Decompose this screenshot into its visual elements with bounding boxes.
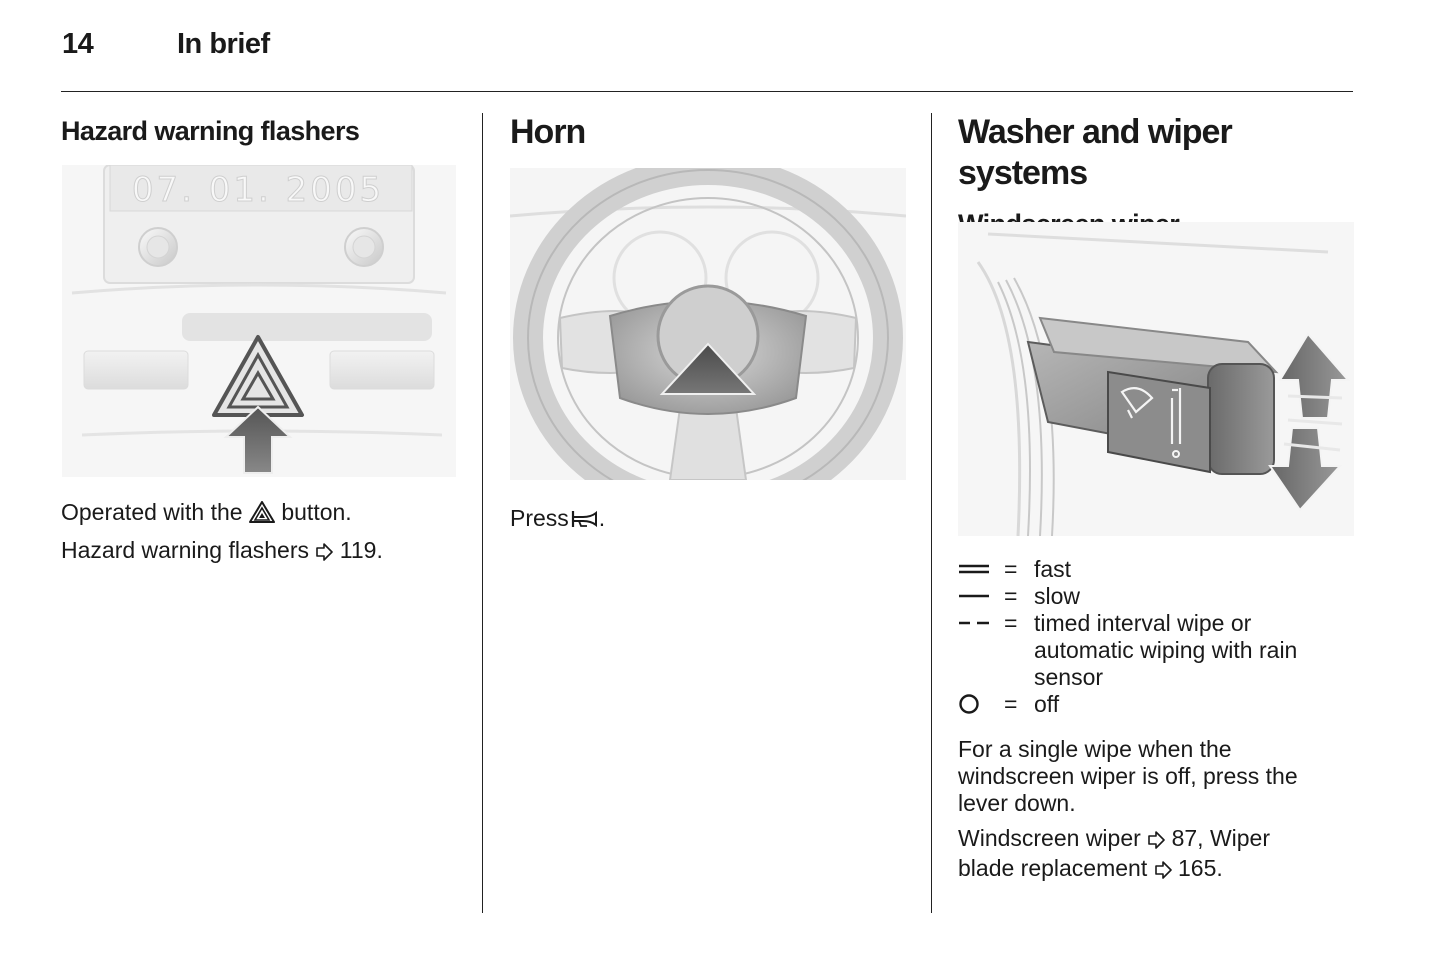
hazard-column <box>61 110 461 147</box>
horn-icon <box>569 508 599 535</box>
column-divider-2 <box>931 113 932 913</box>
horn-press-line <box>510 505 910 535</box>
circle-off-icon <box>958 691 992 724</box>
wiper-ref-page-1[interactable]: 87, Wiper <box>1171 825 1271 851</box>
wiper-text-block <box>958 736 1338 885</box>
single-wipe-paragraph: For a single wipe when the windscreen wiper is off, press the lever down. <box>958 736 1298 816</box>
wiper-column <box>958 110 1358 240</box>
column-divider-1 <box>482 113 483 913</box>
wiper-ref-page-2[interactable]: 165. <box>1178 855 1223 881</box>
reference-arrow-icon <box>1147 828 1165 855</box>
dashed-line-icon <box>958 610 992 643</box>
wiper-lever-illustration <box>958 222 1354 536</box>
hazard-operated-line <box>61 499 471 529</box>
reference-arrow-icon <box>315 540 333 567</box>
horn-press-label: Press <box>510 505 569 531</box>
hazard-triangle-icon <box>249 501 275 529</box>
hazard-text-block <box>61 499 471 567</box>
horn-heading: Horn <box>510 113 586 151</box>
header-rule <box>61 91 1353 92</box>
hazard-reference-line <box>61 537 471 567</box>
running-head: In brief <box>177 28 270 60</box>
horn-illustration <box>510 168 906 480</box>
hazard-illustration <box>62 165 456 477</box>
operated-suffix: button. <box>281 499 352 525</box>
legend-desc-off: off <box>1034 691 1060 717</box>
legend-eq: = <box>1004 556 1018 582</box>
wiper-ref-link-1[interactable]: Windscreen wiper <box>958 825 1141 851</box>
horn-period: . <box>598 505 606 531</box>
legend-eq: = <box>1004 691 1018 717</box>
legend-eq: = <box>1004 610 1018 636</box>
operated-prefix: Operated with the <box>61 499 243 525</box>
horn-column <box>510 110 910 153</box>
legend-desc-slow: slow <box>1034 583 1081 609</box>
hazard-ref-page[interactable]: 119. <box>339 537 383 563</box>
legend-eq: = <box>1004 583 1018 609</box>
reference-arrow-icon <box>1154 858 1172 885</box>
wiper-legend <box>958 556 1358 726</box>
wiper-ref-link-2[interactable]: blade replacement <box>958 855 1148 881</box>
horn-text-block <box>510 505 910 535</box>
wiper-reference-line <box>958 825 1338 885</box>
legend-desc-fast: fast <box>1034 556 1072 582</box>
hazard-ref-link[interactable]: Hazard warning flashers <box>61 537 310 563</box>
wiper-heading: Washer and wiper systems <box>958 113 1232 192</box>
page-number: 14 <box>62 28 94 60</box>
legend-desc-interval: timed interval wipe or automatic wiping with rain sensor <box>1034 610 1298 690</box>
display-text: 07. 01. 2005 <box>131 170 385 210</box>
hazard-heading: Hazard warning flashers <box>61 116 360 146</box>
